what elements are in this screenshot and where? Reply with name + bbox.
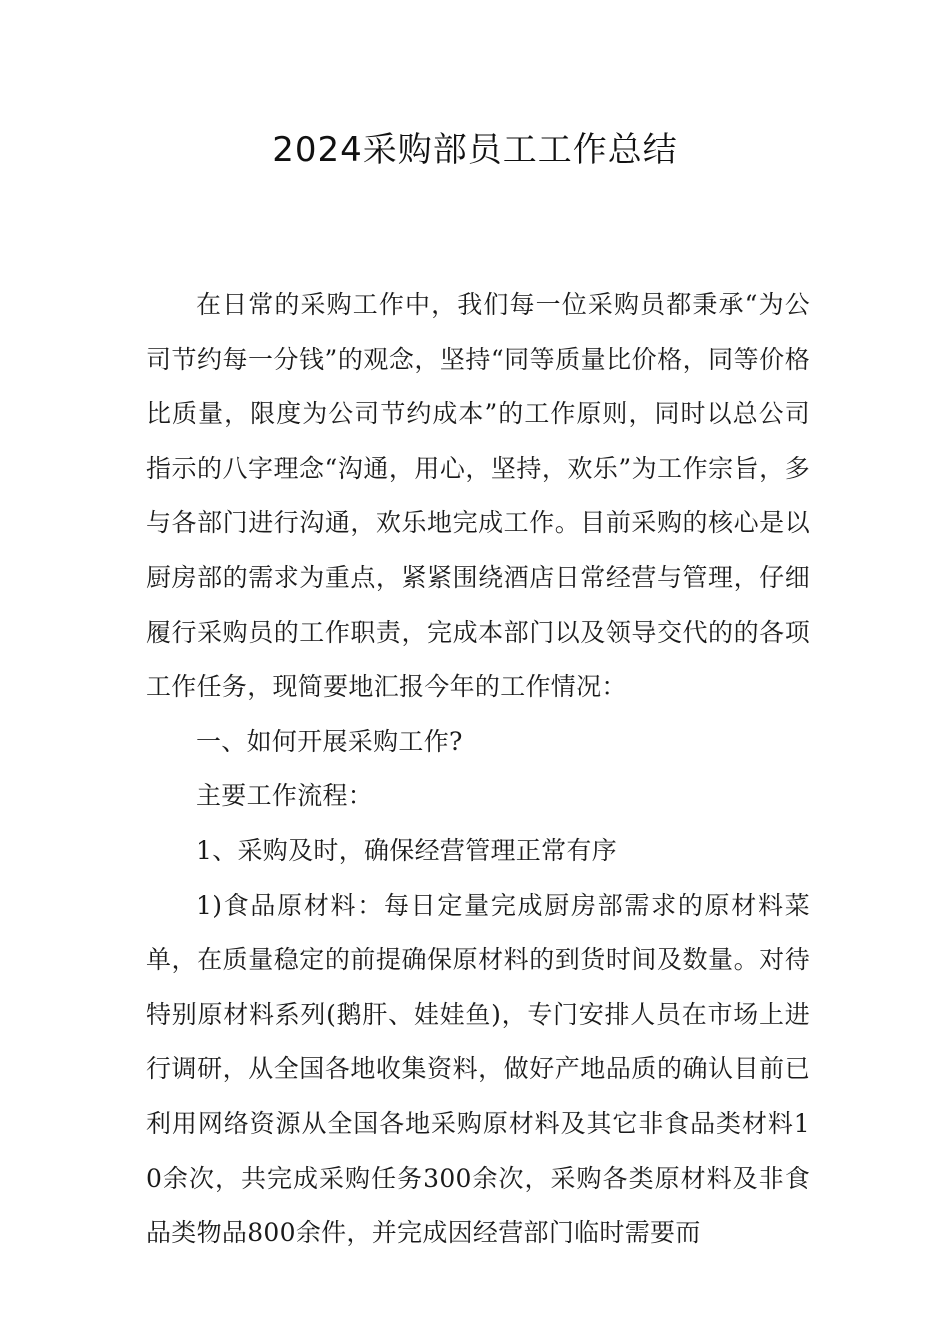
item-heading-1: 1、采购及时，确保经营管理正常有序	[196, 835, 618, 865]
workflow-heading: 主要工作流程：	[196, 781, 374, 811]
intro-paragraph: 在日常的采购工作中，我们每一位采购员都秉承“为公司节约每一分钱”的观念，坚持“同等质量比价格，同等价格比质量，限度为公司节约成本”的工作原则，同时以总公司指示的八字理念“沟通，用心，坚持，欢乐”为工作宗旨，多与各部门进行沟通，欢乐地完成工作。目前采购的核心是以厨房部的需求为重点，紧紧围绕酒店日常经营与管理，仔细履行采购员的工作职责，完成本部门以及领导交代的的各项工作任务，现简要地汇报今年的工作情况：	[146, 290, 810, 702]
document-title: 2024采购部员工工作总结	[272, 130, 678, 170]
document-body	[146, 278, 810, 1261]
food-materials-paragraph: 1)食品原材料：每日定量完成厨房部需求的原材料菜单，在质量稳定的前提确保原材料的到货时间及数量。对待特别原材料系列(鹅肝、娃娃鱼)，专门安排人员在市场上进行调研，从全国各地收集资料，做好产地品质的确认目前已利用网络资源从全国各地采购原材料及其它非食品类材料10余次，共完成采购任务300余次，采购各类原材料及非食品类物品800余件，并完成因经营部门临时需要而	[146, 890, 810, 1248]
section-heading-1: 一、如何开展采购工作?	[196, 726, 463, 756]
